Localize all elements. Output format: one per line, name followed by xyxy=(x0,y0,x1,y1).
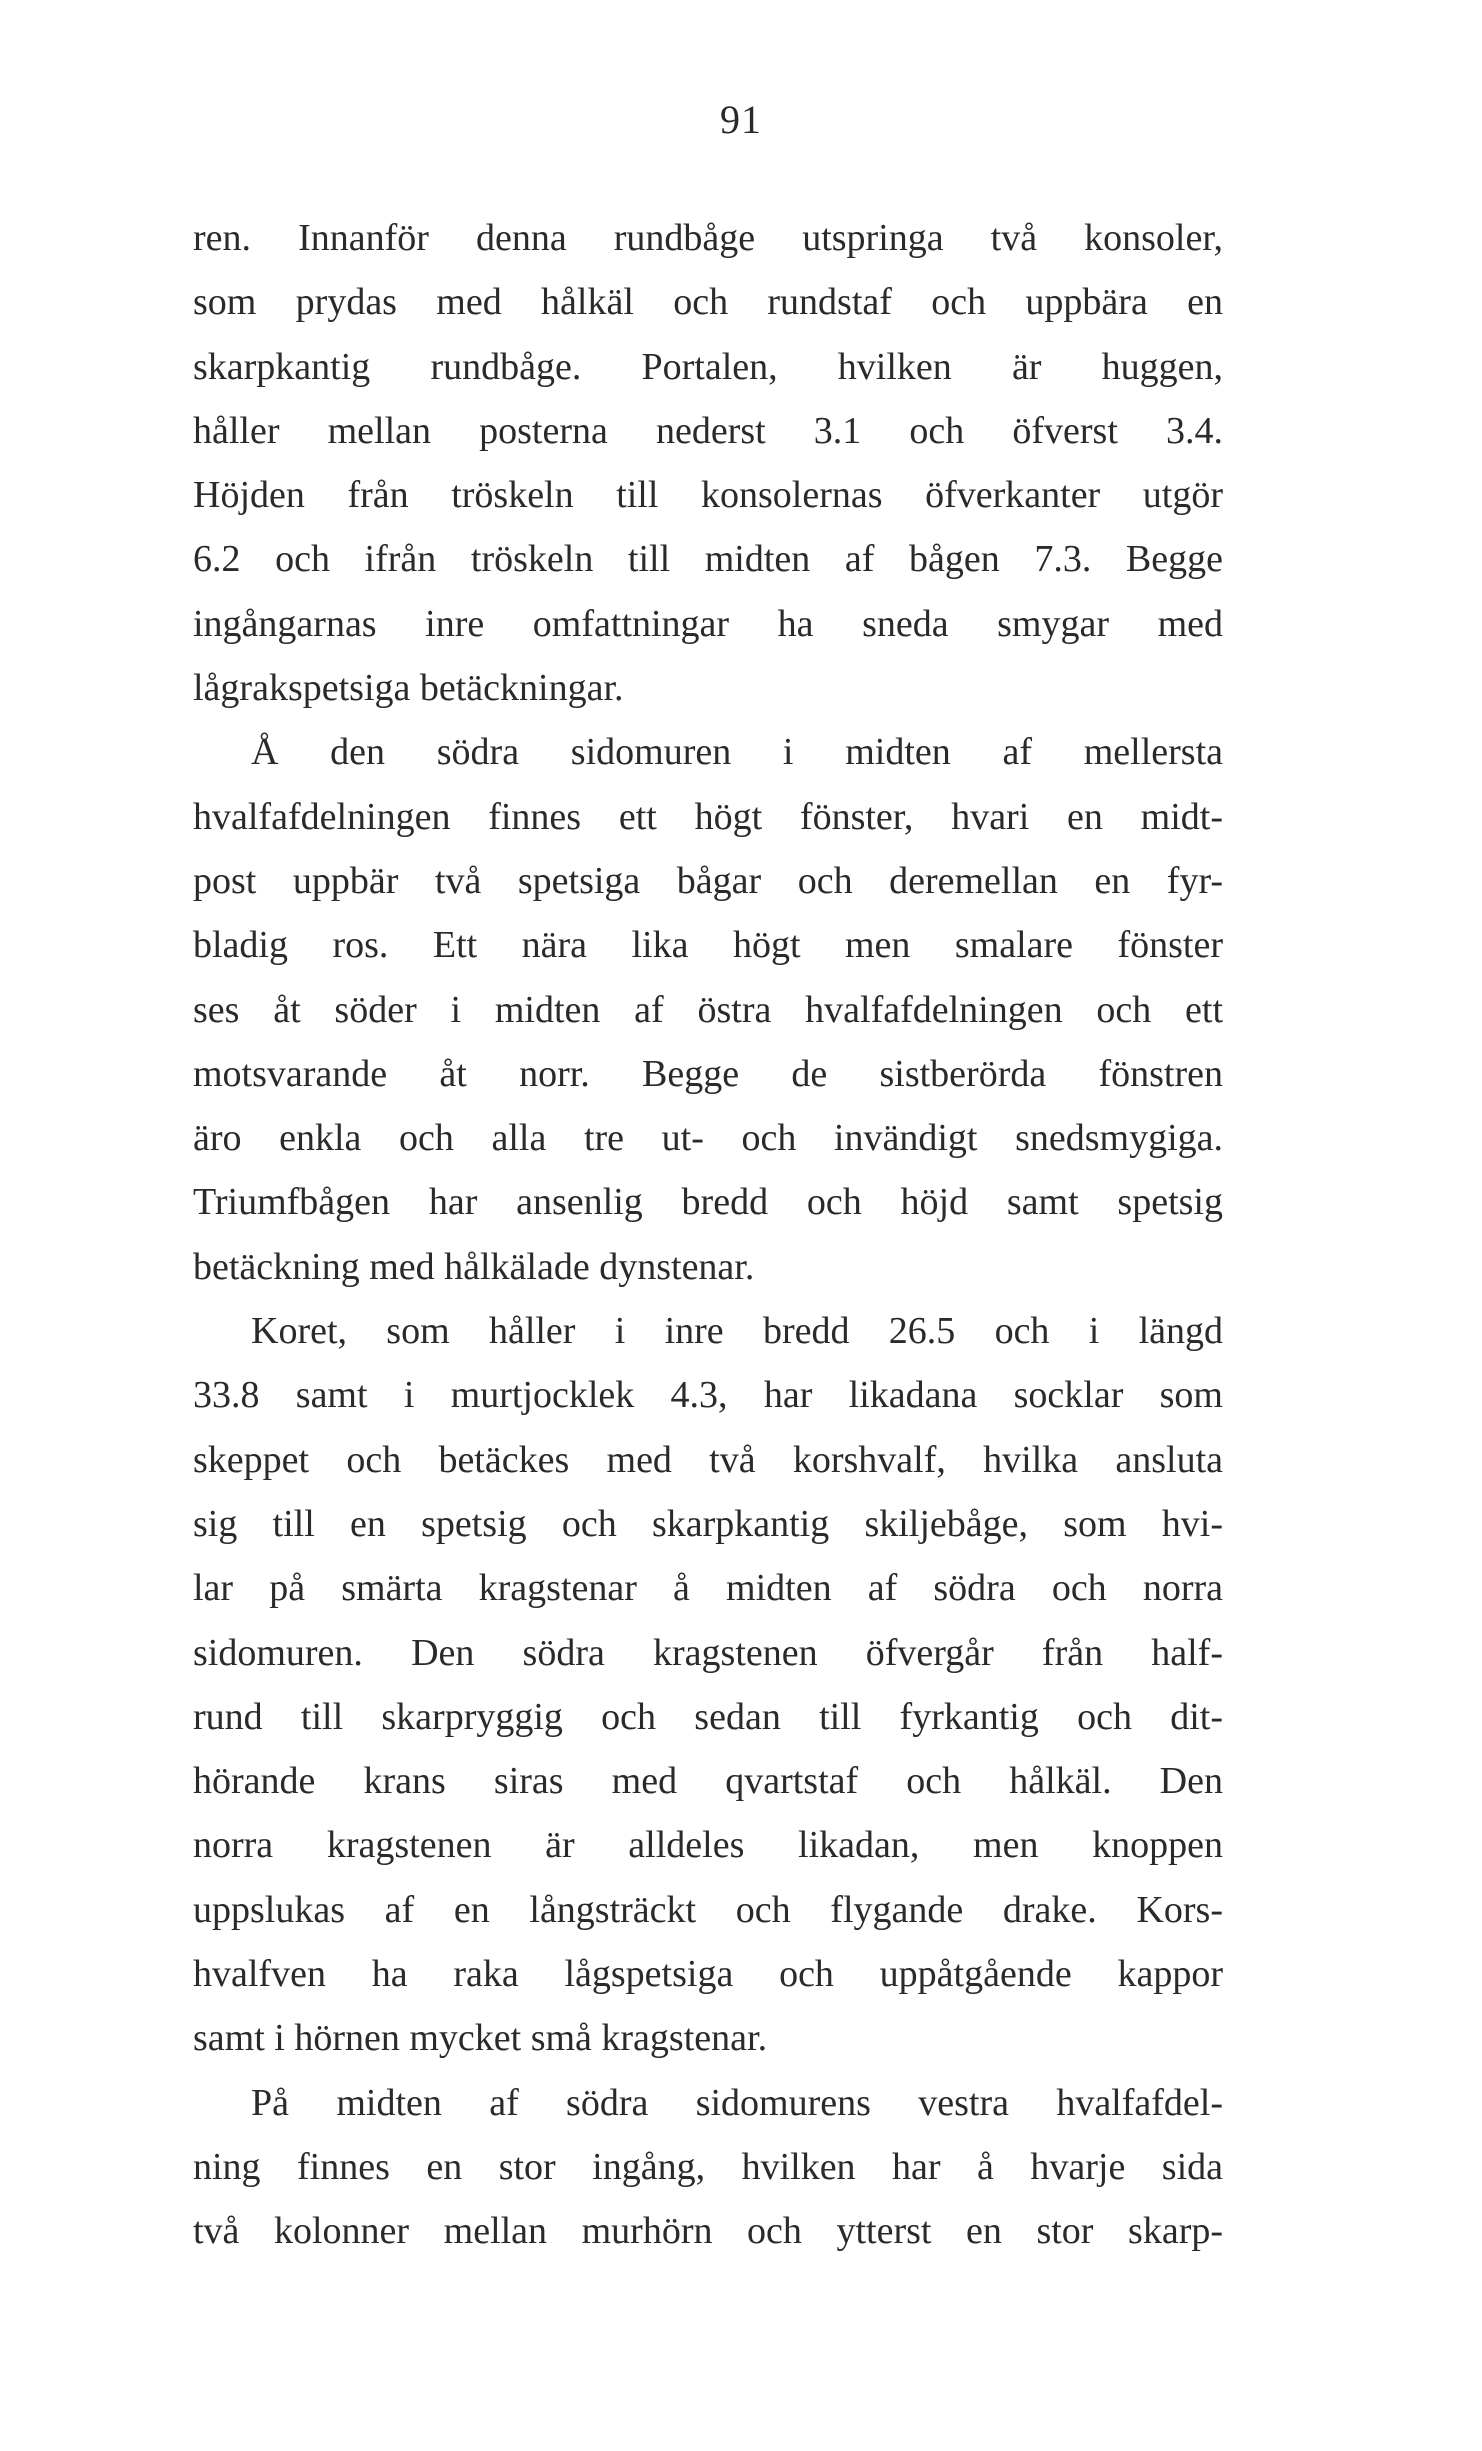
text-line: På midten af södra sidomurens vestra hvalfafdel- xyxy=(251,2081,1223,2124)
text-line: håller mellan posterna nederst 3.1 och öfverst 3.4. xyxy=(193,409,1223,452)
text-line: hvalfafdelningen finnes ett högt fönster, hvari en midt- xyxy=(193,795,1223,838)
text-line: betäckning med hålkälade dynstenar. xyxy=(193,1245,755,1288)
text-line: sig till en spetsig och skarpkantig skiljebåge, som hvi- xyxy=(193,1502,1223,1545)
text-line: skeppet och betäckes med två korshvalf, hvilka ansluta xyxy=(193,1438,1223,1481)
text-line: 6.2 och ifrån tröskeln till midten af bågen 7.3. Begge xyxy=(193,538,1223,581)
text-line: Triumfbågen har ansenlig bredd och höjd samt spetsig xyxy=(193,1181,1223,1224)
text-line: hvalfven ha raka lågspetsiga och uppåtgående kappor xyxy=(193,1953,1223,1996)
text-line: skarpkantig rundbåge. Portalen, hvilken är huggen, xyxy=(193,345,1223,388)
text-line: ingångarnas inre omfattningar ha sneda smygar med xyxy=(193,602,1223,645)
text-line: Å den södra sidomuren i midten af mellersta xyxy=(251,731,1223,774)
body-text xyxy=(193,206,1223,2264)
text-line: sidomuren. Den södra kragstenen öfvergår från half- xyxy=(193,1631,1223,1674)
page-number: 91 xyxy=(720,97,762,142)
text-line: uppslukas af en långsträckt och flygande drake. Kors- xyxy=(193,1888,1223,1931)
text-line: äro enkla och alla tre ut- och invändigt snedsmygiga. xyxy=(193,1117,1223,1160)
text-line: norra kragstenen är alldeles likadan, men knoppen xyxy=(193,1824,1223,1867)
text-line: som prydas med hålkäl och rundstaf och uppbära en xyxy=(193,281,1223,324)
text-line: Höjden från tröskeln till konsolernas öfverkanter utgör xyxy=(193,474,1223,517)
text-line: bladig ros. Ett nära lika högt men smalare fönster xyxy=(193,924,1223,967)
text-line: lar på smärta kragstenar å midten af södra och norra xyxy=(193,1567,1223,1610)
text-line: samt i hörnen mycket små kragstenar. xyxy=(193,2017,768,2060)
text-line: ning finnes en stor ingång, hvilken har å hvarje sida xyxy=(193,2145,1223,2188)
text-line: rund till skarpryggig och sedan till fyrkantig och dit- xyxy=(193,1695,1223,1738)
text-line: Koret, som håller i inre bredd 26.5 och i längd xyxy=(251,1310,1223,1353)
text-line: post uppbär två spetsiga bågar och deremellan en fyr- xyxy=(193,859,1223,902)
text-line: hörande krans siras med qvartstaf och hålkäl. Den xyxy=(193,1760,1223,1803)
text-line: lågrakspetsiga betäckningar. xyxy=(193,667,624,710)
text-line: ses åt söder i midten af östra hvalfafdelningen och ett xyxy=(193,988,1223,1031)
text-line: motsvarande åt norr. Begge de sistberörda fönstren xyxy=(193,1052,1223,1095)
text-line: två kolonner mellan murhörn och ytterst en stor skarp- xyxy=(193,2210,1223,2253)
text-line: ren. Innanför denna rundbåge utspringa två konsoler, xyxy=(193,217,1223,259)
text-line: 33.8 samt i murtjocklek 4.3, har likadana socklar som xyxy=(193,1374,1223,1417)
